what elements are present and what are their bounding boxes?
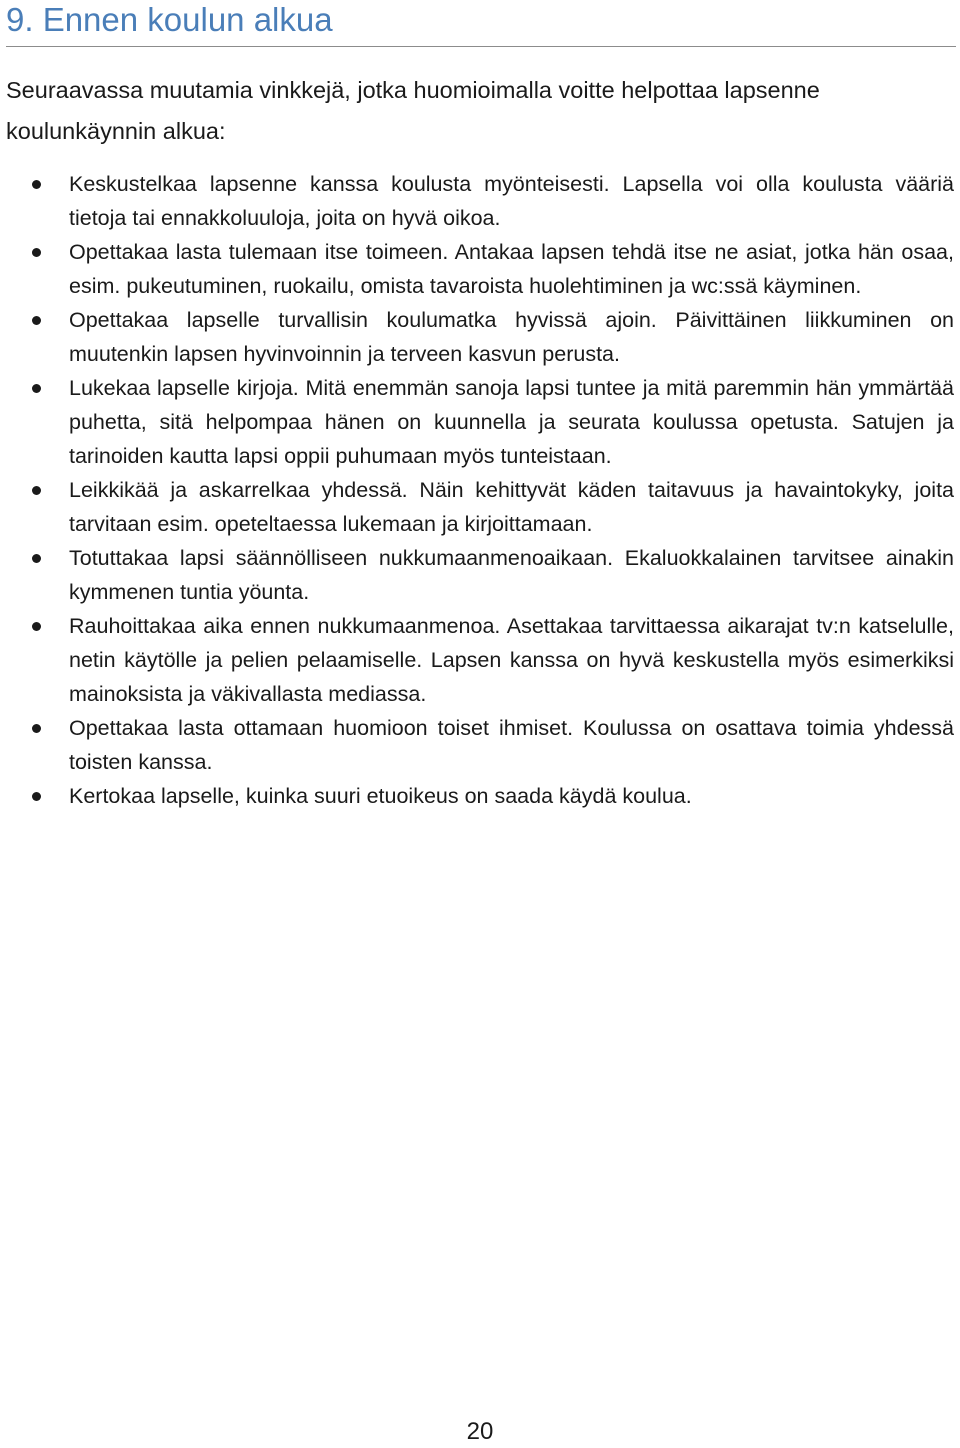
list-item	[0, 371, 954, 473]
tips-list	[0, 167, 960, 813]
bullet-icon	[32, 792, 41, 801]
bullet-icon	[32, 554, 41, 563]
list-item	[0, 779, 954, 813]
bullet-icon	[32, 486, 41, 495]
bullet-icon	[32, 622, 41, 631]
list-item	[0, 167, 954, 235]
list-item-text: Totuttakaa lapsi säännölliseen nukkumaanmenoaikaan. Ekaluokkalainen tarvitsee ainakin kymmenen tuntia yöunta.	[69, 546, 954, 604]
intro-paragraph: Seuraavassa muutamia vinkkejä, jotka huomioimalla voitte helpottaa lapsenne koulunkäynnin alkua:	[6, 77, 820, 144]
list-item-text: Rauhoittakaa aika ennen nukkumaanmenoa. Asettakaa tarvittaessa aikarajat tv:n katselulle, netin käytölle ja pelien pelaamiselle. Lapsen kanssa on hyvä keskustella myös esimerkiksi mainoksista ja väkivallasta mediassa.	[69, 614, 954, 706]
section-heading-text: 9. Ennen koulun alkua	[6, 1, 333, 38]
list-item	[0, 303, 954, 371]
list-item-text: Opettakaa lasta tulemaan itse toimeen. Antakaa lapsen tehdä itse ne asiat, jotka hän osaa, esim. pukeutuminen, ruokailu, omista tavaroista huolehtiminen ja wc:ssä käyminen.	[69, 240, 954, 298]
bullet-icon	[32, 724, 41, 733]
bullet-icon	[32, 316, 41, 325]
list-item-text: Lukekaa lapselle kirjoja. Mitä enemmän sanoja lapsi tuntee ja mitä paremmin hän ymmärtää puhetta, sitä helpompaa hänen on kuunnella ja seurata koulussa opetusta. Satujen ja tarinoiden kautta lapsi oppii puhumaan myös tunteistaan.	[69, 376, 954, 468]
list-item-text: Leikkikää ja askarrelkaa yhdessä. Näin kehittyvät käden taitavuus ja havaintokyky, joita tarvitaan esim. opeteltaessa lukemaan ja kirjoittamaan.	[69, 478, 954, 536]
list-item	[0, 541, 954, 609]
list-item-text: Kertokaa lapselle, kuinka suuri etuoikeus on saada käydä koulua.	[69, 784, 692, 808]
bullet-icon	[32, 248, 41, 257]
bullet-icon	[32, 180, 41, 189]
list-item-text: Opettakaa lapselle turvallisin koulumatka hyvissä ajoin. Päivittäinen liikkuminen on muutenkin lapsen hyvinvoinnin ja terveen kasvun perusta.	[69, 308, 954, 366]
bullet-icon	[32, 384, 41, 393]
list-item	[0, 711, 954, 779]
list-item	[0, 609, 954, 711]
page-number: 20	[466, 1418, 494, 1445]
section-heading	[6, 0, 956, 47]
list-item	[0, 235, 954, 303]
list-item-text: Keskustelkaa lapsenne kanssa koulusta myönteisesti. Lapsella voi olla koulusta vääriä tietoja tai ennakkoluuloja, joita on hyvä oikoa.	[69, 172, 954, 230]
list-item-text: Opettakaa lasta ottamaan huomioon toiset ihmiset. Koulussa on osattava toimia yhdessä toisten kanssa.	[69, 716, 954, 774]
list-item	[0, 473, 954, 541]
